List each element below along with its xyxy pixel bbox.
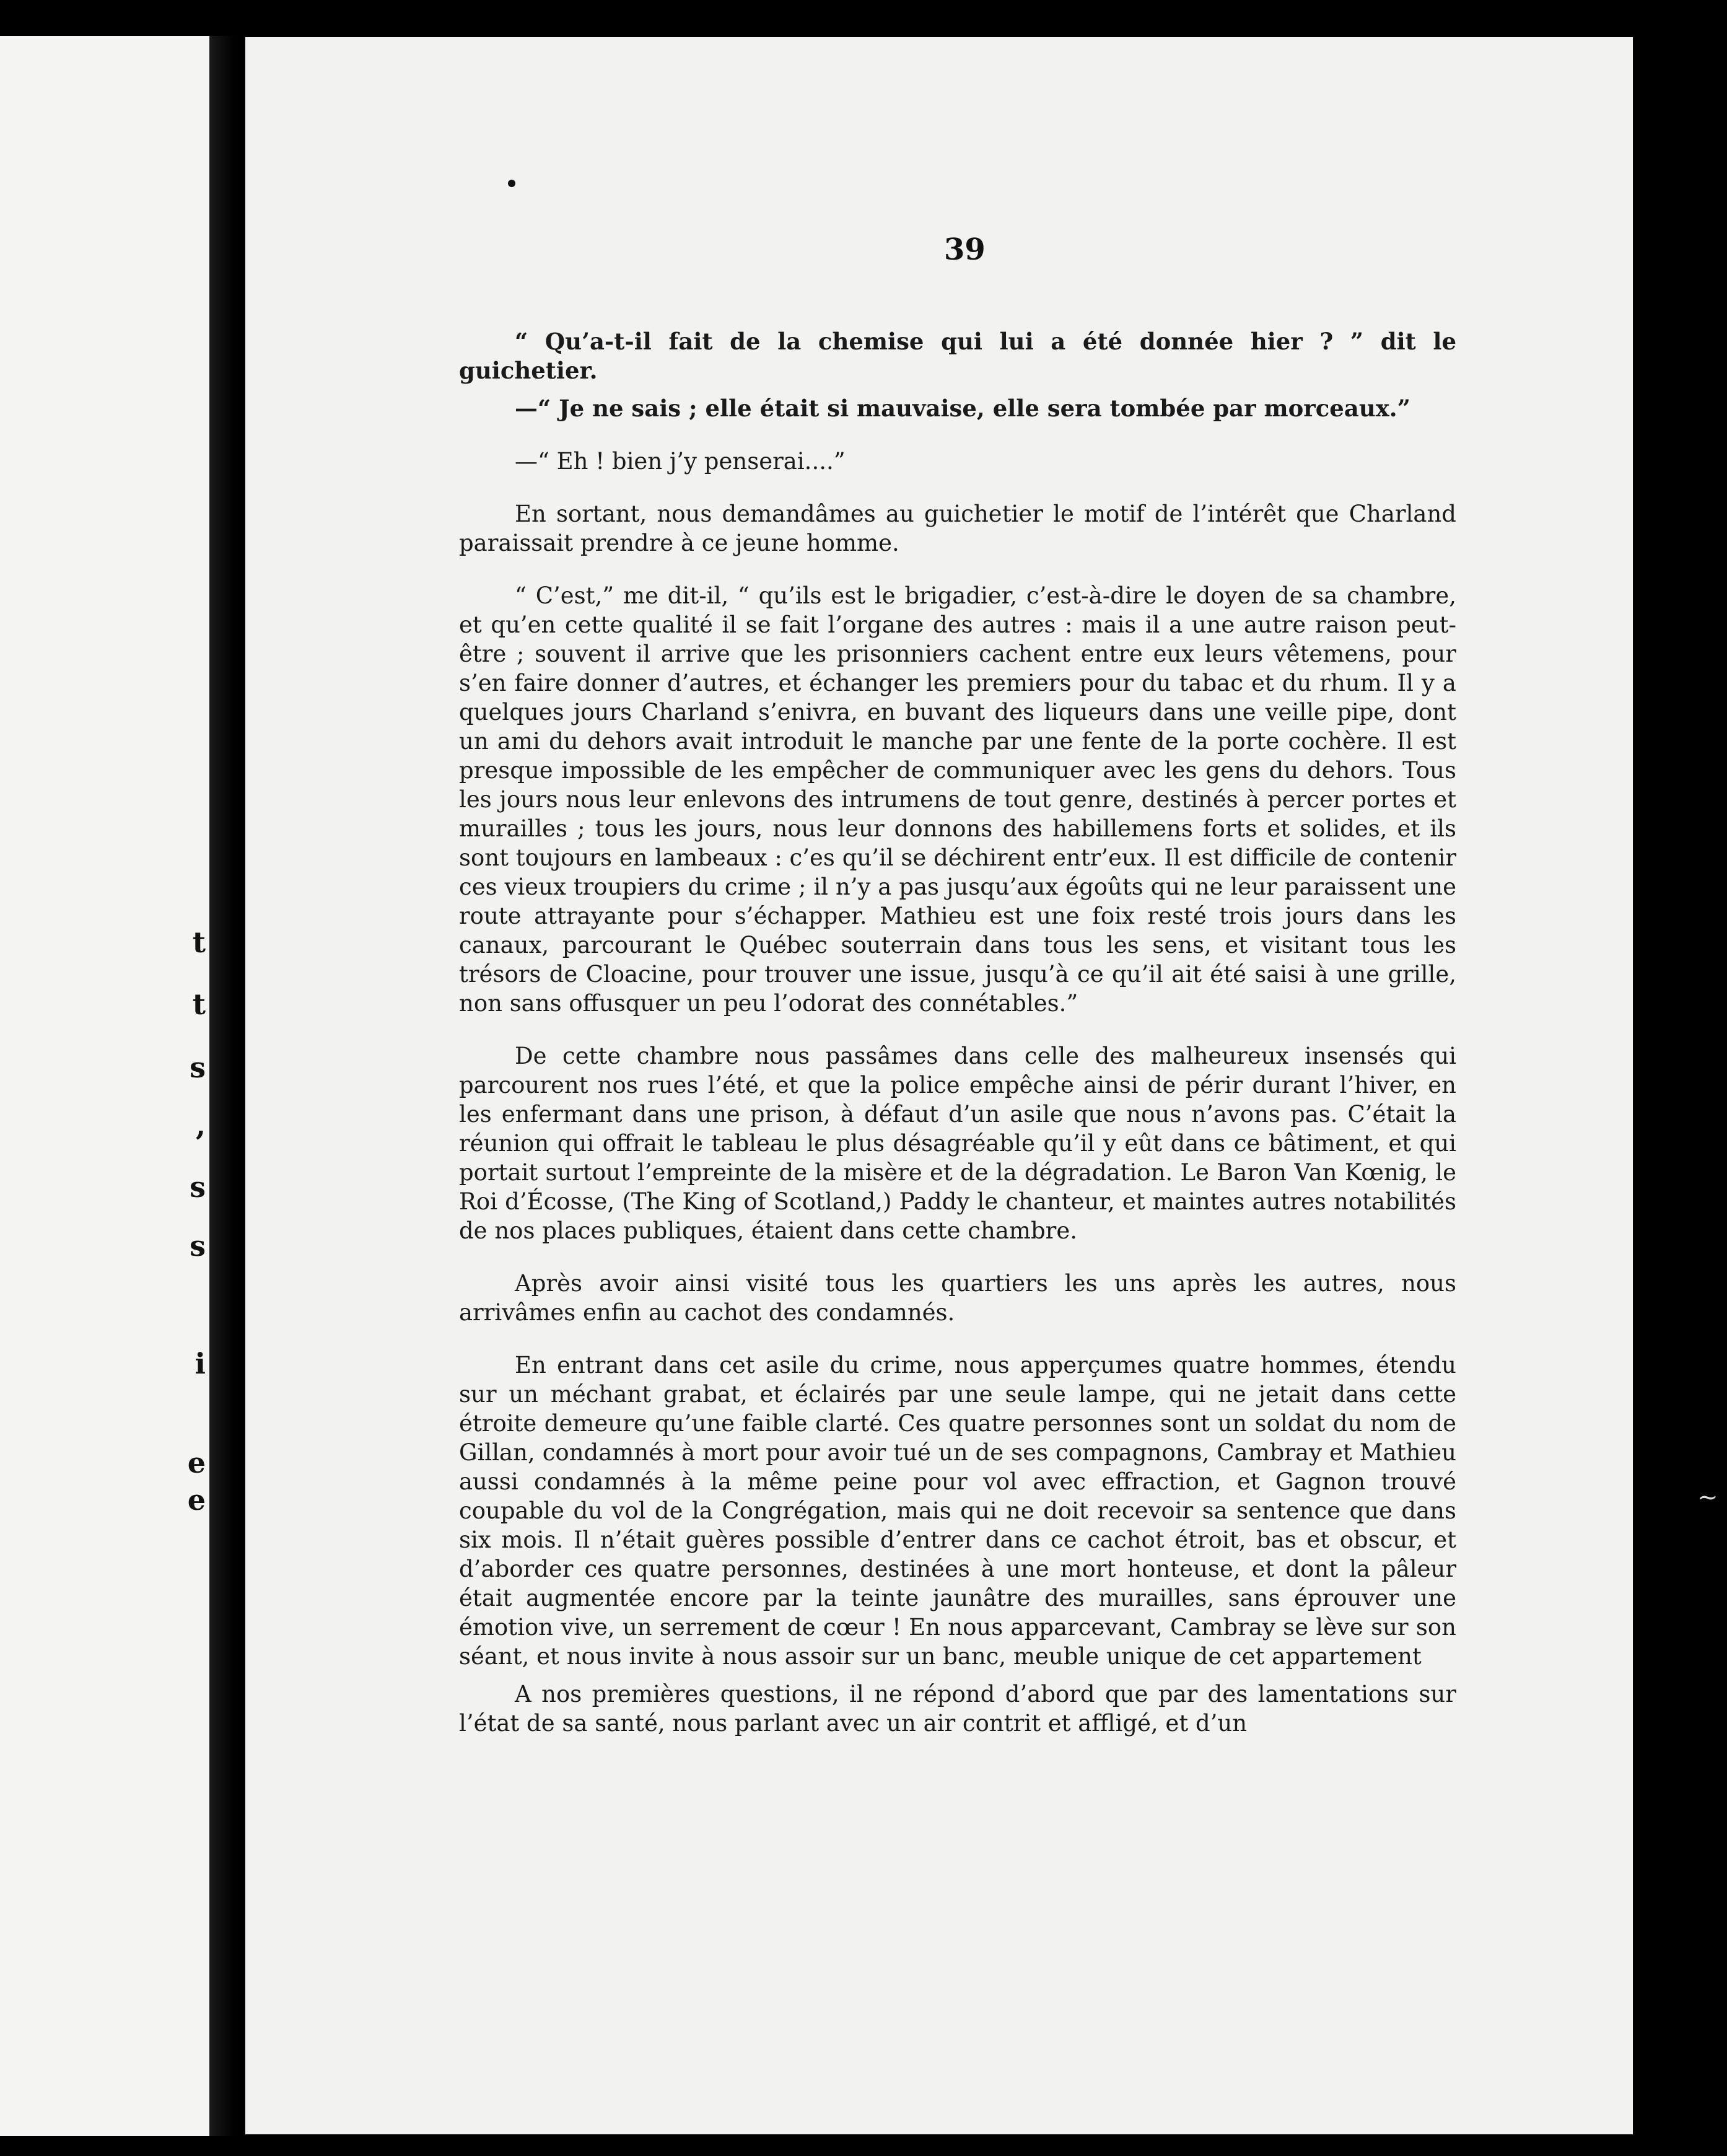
book-gutter [209,36,245,2136]
page-body [459,327,1456,1738]
paragraph: —“ Eh ! bien j’y penserai....” [515,448,846,475]
prev-page-fragment: s [190,1170,206,1204]
prev-page-fragment: i [195,1347,206,1380]
page-number: 39 [944,232,986,267]
prev-page-fragment: t [192,988,206,1021]
prev-page-fragment: t [192,926,206,959]
paragraph: En sortant, nous demandâmes au guichetier le motif de l’intérêt que Charland paraissait prendre à ce jeune homme. [459,501,1456,556]
prev-page-fragment: e [187,1446,206,1479]
paragraph: —“ Je ne sais ; elle était si mauvaise, elle sera tombée par morceaux.” [515,395,1410,422]
paragraph: “ C’est,” me dit-il, “ qu’ils est le brigadier, c’est-à-dire le doyen de sa chambre, et qu’en cette qualité il se fait l’organe des autres : mais il a une autre raison peut-être ; souvent il arrive que les prisonniers cachent entre eux leurs vêtemens, pour s’en faire donner d’autres, et échanger les premiers pour du tabac et du rhum. Il y a quelques jours Charland s’enivra, en buvant des liqueurs dans une veille pipe, dont un ami du dehors avait introduit le manche par une fente de la porte cochère. Il est presque impossible de les empêcher de communiquer avec les gens du dehors. Tous les jours nous leur enlevons des intrumens de tout genre, destinés à percer portes et murailles ; tous les jours, nous leur donnons des habillemens forts et solides, et ils sont toujours en lambeaux : c’es qu’il se déchirent entr’eux. Il est difficile de contenir ces vieux troupiers du crime ; il n’y a pas jusqu’aux égoûts qui ne leur paraissent une route attrayante pour s’échapper. Mathieu est une foix resté trois jours dans les canaux, parcourant le Québec souterrain dans tous les sens, et visitant tous les trésors de Cloacine, pour trouver une issue, jusqu’à ce qu’il ait été saisi à une grille, non sans offusquer un peu l’odorat des connétables.” [459,582,1456,1017]
prev-page-fragment: s [190,1051,206,1084]
paragraph: Après avoir ainsi visité tous les quartiers les uns après les autres, nous arrivâmes enfin au cachot des condamnés. [459,1270,1456,1326]
prev-page-fragment: s [190,1229,206,1263]
paragraph: De cette chambre nous passâmes dans celle des malheureux insensés qui parcourent nos rues l’été, et que la police empêche ainsi de périr durant l’hiver, en les enfermant dans une prison, à défaut d’un asile que nous n’avons pas. C’était la réunion qui offrait le tableau le plus désagréable qu’il y eût dans ce bâtiment, et qui portait surtout l’empreinte de la misère et de la dégradation. Le Baron Van Kœnig, le Roi d’Écosse, (The King of Scotland,) Paddy le chanteur, et maintes autres notabilités de nos places publiques, étaient dans cette chambre. [459,1043,1456,1244]
page [245,37,1633,2134]
paragraph: En entrant dans cet asile du crime, nous apperçumes quatre hommes, étendu sur un méchant grabat, et éclairés par une seule lampe, qui ne jetait dans cette étroite demeure qu’une faible clarté. Ces quatre personnes sont un soldat du nom de Gillan, condamnés à mort pour avoir tué un de ses compagnons, Cambray et Mathieu aussi condamnés à la même peine pour vol avec effraction, et Gagnon trouvé coupable du vol de la Congrégation, mais qui ne doit recevoir sa sentence que dans six mois. Il n’était guères possible d’entrer dans ce cachot étroit, bas et obscur, et d’aborder ces quatre personnes, destinées à une mort honteuse, et dont la pâleur était augmentée encore par la teinte jaunâtre des murailles, sans éprouver une émotion vive, un serrement de cœur ! En nous apparcevant, Cambray se lève sur son séant, et nous invite à nous assoir sur un banc, meuble unique de cet appartement [459,1352,1456,1670]
previous-page-edge [0,36,209,2136]
ink-dot [508,180,515,187]
paragraph: “ Qu’a-t-il fait de la chemise qui lui a été donnée hier ? ” dit le guichetier. [459,328,1456,384]
prev-page-fragment: , [195,1108,206,1142]
edge-mark: ~ [1697,1483,1718,1512]
paragraph: A nos premières questions, il ne répond d’abord que par des lamentations sur l’état de sa santé, nous parlant avec un air contrit et affligé, et d’un [459,1681,1456,1737]
prev-page-fragment: e [187,1483,206,1517]
